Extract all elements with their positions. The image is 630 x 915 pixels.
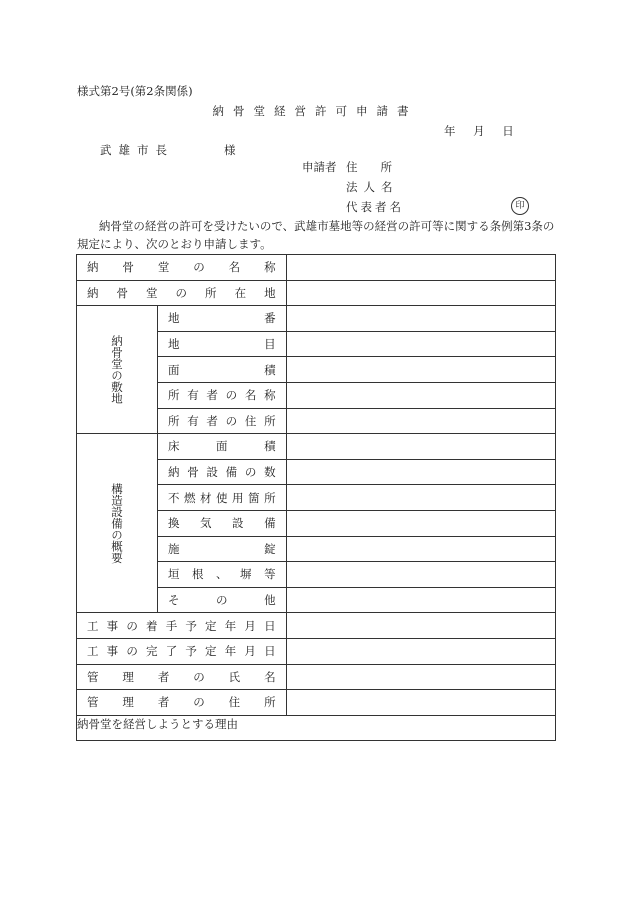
label-owner-address: 所有者の住所 — [158, 408, 287, 434]
applicant-label: 申請者 — [302, 160, 337, 174]
table-row — [77, 613, 556, 639]
label-fence: 垣根、塀等 — [158, 562, 287, 588]
applicant-address-label: 住 所 — [346, 160, 392, 174]
table-row — [77, 690, 556, 716]
label-ossuary-location: 納骨堂の所在地 — [77, 280, 287, 306]
addressee — [100, 143, 236, 157]
field-ossuary-location[interactable] — [286, 280, 555, 306]
label-locks: 施錠 — [158, 536, 287, 562]
group-structure — [77, 434, 158, 613]
label-manager-name: 管理者の氏名 — [77, 664, 287, 690]
label-owner-name: 所有者の名称 — [158, 382, 287, 408]
label-ventilation: 換気設備 — [158, 510, 287, 536]
form-id: 様式第2号(第2条関係) — [77, 84, 193, 98]
date-line: 年 月 日 — [444, 124, 514, 138]
label-end-date: 工事の完了予定年月日 — [77, 638, 287, 664]
field-area[interactable] — [286, 357, 555, 383]
field-manager-name[interactable] — [286, 664, 555, 690]
addressee-name: 武雄市長 — [100, 143, 174, 157]
label-manager-address: 管理者の住所 — [77, 690, 287, 716]
label-fireproof-parts: 不燃材使用箇所 — [158, 485, 287, 511]
table-row — [77, 715, 556, 741]
label-urn-capacity: 納骨設備の数 — [158, 459, 287, 485]
label-reason: 納骨堂を経営しようとする理由 — [77, 716, 238, 731]
field-start-date[interactable] — [286, 613, 555, 639]
page-title: 納骨堂経営許可申請書 — [212, 104, 418, 118]
field-land-category[interactable] — [286, 331, 555, 357]
field-other[interactable] — [286, 587, 555, 613]
field-locks[interactable] — [286, 536, 555, 562]
field-owner-address[interactable] — [286, 408, 555, 434]
field-ventilation[interactable] — [286, 510, 555, 536]
field-owner-name[interactable] — [286, 382, 555, 408]
field-fence[interactable] — [286, 562, 555, 588]
field-ossuary-name[interactable] — [286, 255, 555, 281]
field-fireproof-parts[interactable] — [286, 485, 555, 511]
table-row — [77, 638, 556, 664]
label-floor-area: 床面積 — [158, 434, 287, 460]
applicant-rep-label: 代表者名 — [346, 200, 404, 214]
table-row — [77, 664, 556, 690]
label-lot-number: 地番 — [158, 306, 287, 332]
table-row — [77, 255, 556, 281]
label-land-category: 地目 — [158, 331, 287, 357]
label-start-date: 工事の着手予定年月日 — [77, 613, 287, 639]
application-table — [76, 254, 556, 741]
table-row — [77, 434, 556, 460]
label-ossuary-name: 納骨堂の名称 — [77, 255, 287, 281]
table-row — [77, 280, 556, 306]
label-area: 面積 — [158, 357, 287, 383]
label-other: その他 — [158, 587, 287, 613]
group-site-label: 納骨堂の敷地 — [110, 335, 124, 405]
field-end-date[interactable] — [286, 638, 555, 664]
application-statement: 納骨堂の経営の許可を受けたいので、武雄市墓地等の経営の許可等に関する条例第3条の規定により、次のとおり申請します。 — [77, 219, 555, 251]
group-structure-label: 構造設備の概要 — [110, 482, 124, 564]
applicant-corp-label: 法人名 — [346, 180, 399, 194]
seal-mark: 印 — [511, 197, 529, 215]
addressee-honorific: 様 — [224, 143, 236, 157]
field-reason[interactable] — [77, 715, 556, 741]
field-lot-number[interactable] — [286, 306, 555, 332]
field-manager-address[interactable] — [286, 690, 555, 716]
field-floor-area[interactable] — [286, 434, 555, 460]
group-site — [77, 306, 158, 434]
table-row — [77, 306, 556, 332]
field-urn-capacity[interactable] — [286, 459, 555, 485]
